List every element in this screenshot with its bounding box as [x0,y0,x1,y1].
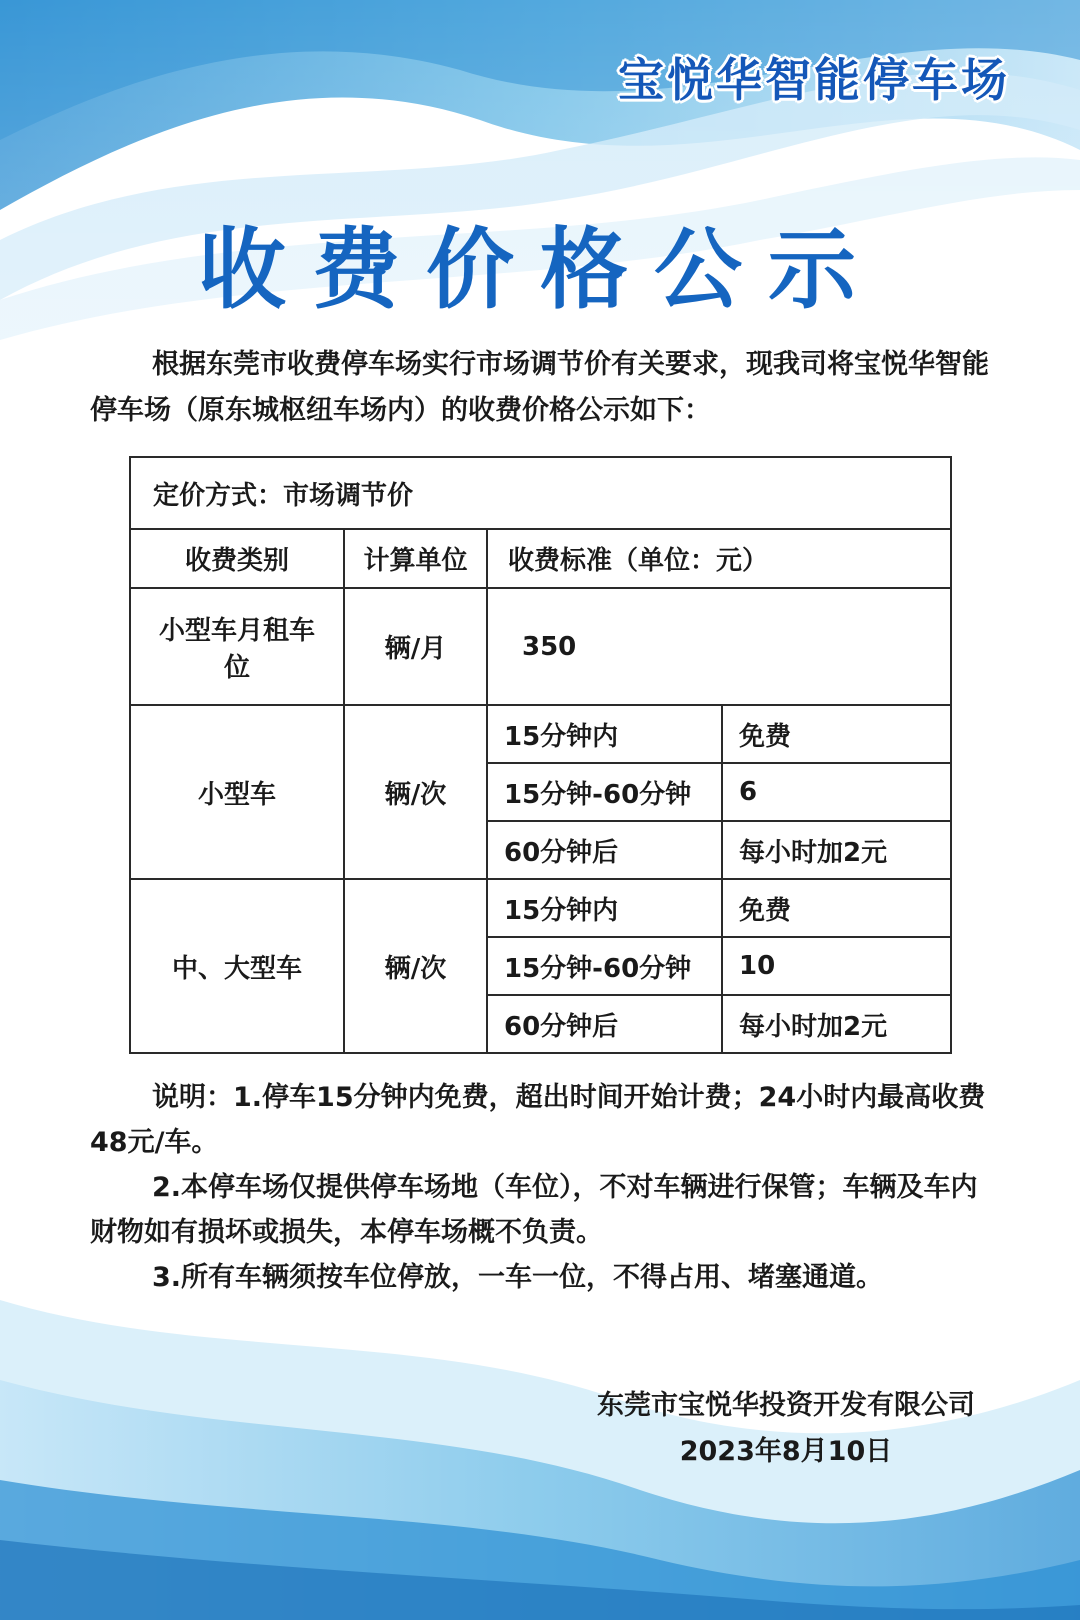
pricing-method: 定价方式：市场调节价 [130,457,951,529]
fee-cell: 免费 [722,879,951,937]
signature-block [597,1383,975,1475]
monthly-unit: 辆/月 [344,588,487,705]
page-title: 收费价格公示 [197,218,882,321]
header-category: 收费类别 [130,529,344,588]
table-row [130,879,951,937]
category-cell: 中、大型车 [130,879,344,1053]
table-row [130,588,951,705]
notice-date: 2023年8月10日 [679,1436,893,1467]
brand-name: 宝悦华智能停车场 [618,53,1010,107]
time-cell: 15分钟-60分钟 [487,937,722,995]
category-cell: 小型车 [130,705,344,879]
time-cell: 15分钟内 [487,879,722,937]
notes-section [90,1075,990,1300]
fee-cell: 免费 [722,705,951,763]
header-unit: 计算单位 [344,529,487,588]
note-item: 2.本停车场仅提供停车场地（车位），不对车辆进行保管；车辆及车内财物如有损坏或损失，本停车场概不负责。 [90,1172,978,1248]
time-cell: 15分钟内 [487,705,722,763]
fee-cell: 每小时加2元 [722,995,951,1053]
unit-cell: 辆/次 [344,879,487,1053]
note-item: 说明：1.停车15分钟内免费，超出时间开始计费；24小时内最高收费48元/车。 [90,1082,986,1158]
fee-cell: 每小时加2元 [722,821,951,879]
table-row [130,705,951,763]
fee-table [129,456,952,1054]
time-cell: 60分钟后 [487,995,722,1053]
fee-cell: 6 [722,763,951,821]
unit-cell: 辆/次 [344,705,487,879]
note-item: 3.所有车辆须按车位停放，一车一位，不得占用、堵塞通道。 [152,1262,884,1293]
time-cell: 60分钟后 [487,821,722,879]
header-standard: 收费标准（单位：元） [487,529,951,588]
monthly-category: 小型车月租车位 [130,588,344,705]
table-header-row [130,529,951,588]
monthly-price: 350 [487,588,951,705]
fee-cell: 10 [722,937,951,995]
time-cell: 15分钟-60分钟 [487,763,722,821]
company-name: 东莞市宝悦华投资开发有限公司 [597,1390,975,1421]
table-row [130,457,951,529]
intro-paragraph: 根据东莞市收费停车场实行市场调节价有关要求，现我司将宝悦华智能停车场（原东城枢纽车场内）的收费价格公示如下： [90,349,989,426]
